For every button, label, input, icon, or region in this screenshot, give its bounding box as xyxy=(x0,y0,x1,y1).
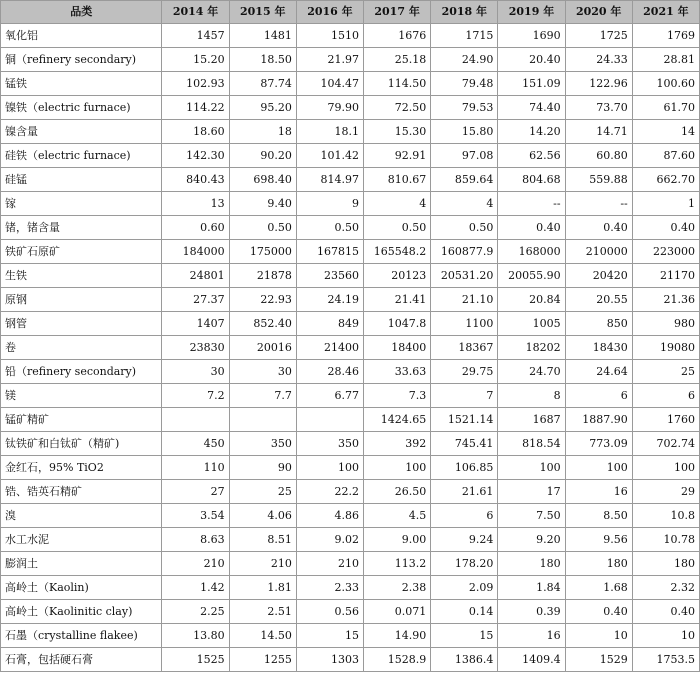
value-cell: 0.40 xyxy=(498,216,565,240)
value-cell: 350 xyxy=(229,432,296,456)
value-cell: 4 xyxy=(431,192,498,216)
value-cell: 6 xyxy=(632,384,699,408)
value-cell: 175000 xyxy=(229,240,296,264)
table-row xyxy=(1,648,700,672)
value-cell: 100 xyxy=(498,456,565,480)
value-cell: 14.90 xyxy=(364,624,431,648)
value-cell: 74.40 xyxy=(498,96,565,120)
value-cell: 702.74 xyxy=(632,432,699,456)
value-cell: 859.64 xyxy=(431,168,498,192)
category-cell: 锆、锆英石精矿 xyxy=(1,480,162,504)
header-row xyxy=(1,1,700,24)
value-cell: 1409.4 xyxy=(498,648,565,672)
category-cell: 高岭土（Kaolin) xyxy=(1,576,162,600)
value-cell: 10 xyxy=(565,624,632,648)
value-cell: 3.54 xyxy=(162,504,229,528)
column-header-year: 2015 年 xyxy=(229,1,296,24)
value-cell: 1303 xyxy=(296,648,363,672)
column-header-category: 品类 xyxy=(1,1,162,24)
value-cell: 60.80 xyxy=(565,144,632,168)
table-row xyxy=(1,264,700,288)
value-cell: 7.3 xyxy=(364,384,431,408)
value-cell: 104.47 xyxy=(296,72,363,96)
table-row xyxy=(1,120,700,144)
value-cell: 9.20 xyxy=(498,528,565,552)
value-cell: 90 xyxy=(229,456,296,480)
column-header-year: 2017 年 xyxy=(364,1,431,24)
value-cell: 0.071 xyxy=(364,600,431,624)
value-cell: 210 xyxy=(162,552,229,576)
value-cell: 9.40 xyxy=(229,192,296,216)
value-cell: 122.96 xyxy=(565,72,632,96)
value-cell: 19080 xyxy=(632,336,699,360)
column-header-year: 2018 年 xyxy=(431,1,498,24)
value-cell: 18.50 xyxy=(229,48,296,72)
value-cell: 4.06 xyxy=(229,504,296,528)
value-cell: 210 xyxy=(229,552,296,576)
value-cell: 16 xyxy=(565,480,632,504)
value-cell: 8.63 xyxy=(162,528,229,552)
value-cell: 30 xyxy=(229,360,296,384)
value-cell: 114.50 xyxy=(364,72,431,96)
value-cell: 92.91 xyxy=(364,144,431,168)
value-cell: 1424.65 xyxy=(364,408,431,432)
value-cell: 1481 xyxy=(229,24,296,48)
value-cell: 97.08 xyxy=(431,144,498,168)
value-cell: 210000 xyxy=(565,240,632,264)
value-cell: 100 xyxy=(364,456,431,480)
value-cell: 110 xyxy=(162,456,229,480)
value-cell: 24.90 xyxy=(431,48,498,72)
value-cell: 7 xyxy=(431,384,498,408)
value-cell: 1 xyxy=(632,192,699,216)
value-cell: 18.60 xyxy=(162,120,229,144)
value-cell: 10.78 xyxy=(632,528,699,552)
value-cell: 14.50 xyxy=(229,624,296,648)
value-cell: 9.24 xyxy=(431,528,498,552)
value-cell: 27 xyxy=(162,480,229,504)
value-cell: 24.70 xyxy=(498,360,565,384)
value-cell: 1457 xyxy=(162,24,229,48)
table-row xyxy=(1,216,700,240)
value-cell: 1529 xyxy=(565,648,632,672)
value-cell: 178.20 xyxy=(431,552,498,576)
category-cell: 溴 xyxy=(1,504,162,528)
value-cell xyxy=(162,408,229,432)
table-row xyxy=(1,360,700,384)
value-cell: 1.81 xyxy=(229,576,296,600)
value-cell: 25 xyxy=(229,480,296,504)
value-cell: 21170 xyxy=(632,264,699,288)
value-cell: 18430 xyxy=(565,336,632,360)
value-cell: 20.55 xyxy=(565,288,632,312)
value-cell: 87.60 xyxy=(632,144,699,168)
value-cell: 6.77 xyxy=(296,384,363,408)
value-cell: 28.46 xyxy=(296,360,363,384)
value-cell: 4.86 xyxy=(296,504,363,528)
value-cell: 13 xyxy=(162,192,229,216)
table-row xyxy=(1,432,700,456)
value-cell: 1525 xyxy=(162,648,229,672)
value-cell: 100 xyxy=(565,456,632,480)
category-cell: 硅锰 xyxy=(1,168,162,192)
value-cell: 350 xyxy=(296,432,363,456)
value-cell: 0.40 xyxy=(565,600,632,624)
value-cell: 2.09 xyxy=(431,576,498,600)
value-cell: 14.71 xyxy=(565,120,632,144)
value-cell: 1769 xyxy=(632,24,699,48)
value-cell: 1528.9 xyxy=(364,648,431,672)
value-cell: -- xyxy=(498,192,565,216)
value-cell: 79.48 xyxy=(431,72,498,96)
value-cell: 23830 xyxy=(162,336,229,360)
value-cell: 223000 xyxy=(632,240,699,264)
value-cell: 852.40 xyxy=(229,312,296,336)
value-cell: 0.40 xyxy=(565,216,632,240)
value-cell: 1521.14 xyxy=(431,408,498,432)
value-cell: 16 xyxy=(498,624,565,648)
value-cell: 850 xyxy=(565,312,632,336)
column-header-year: 2019 年 xyxy=(498,1,565,24)
table-row xyxy=(1,24,700,48)
value-cell: 1005 xyxy=(498,312,565,336)
column-header-year: 2021 年 xyxy=(632,1,699,24)
value-cell: 100.60 xyxy=(632,72,699,96)
value-cell: 10.8 xyxy=(632,504,699,528)
value-cell xyxy=(229,408,296,432)
value-cell: 18.1 xyxy=(296,120,363,144)
value-cell: 9.00 xyxy=(364,528,431,552)
value-cell: 1100 xyxy=(431,312,498,336)
value-cell: 1715 xyxy=(431,24,498,48)
table-row xyxy=(1,144,700,168)
category-cell: 高岭土（Kaolinitic clay) xyxy=(1,600,162,624)
value-cell: 180 xyxy=(498,552,565,576)
value-cell: 810.67 xyxy=(364,168,431,192)
category-cell: 铁矿石原矿 xyxy=(1,240,162,264)
value-cell: 0.56 xyxy=(296,600,363,624)
category-cell: 镍含量 xyxy=(1,120,162,144)
value-cell: 1.84 xyxy=(498,576,565,600)
value-cell: 745.41 xyxy=(431,432,498,456)
value-cell: 0.50 xyxy=(229,216,296,240)
category-cell: 生铁 xyxy=(1,264,162,288)
value-cell: 90.20 xyxy=(229,144,296,168)
value-cell: 8.50 xyxy=(565,504,632,528)
table-row xyxy=(1,456,700,480)
value-cell: 20420 xyxy=(565,264,632,288)
category-cell: 镍铁（electric furnace) xyxy=(1,96,162,120)
value-cell: 22.93 xyxy=(229,288,296,312)
value-cell: 73.70 xyxy=(565,96,632,120)
value-cell: 165548.2 xyxy=(364,240,431,264)
value-cell: 0.39 xyxy=(498,600,565,624)
category-cell: 铜（refinery secondary) xyxy=(1,48,162,72)
value-cell: 1.68 xyxy=(565,576,632,600)
category-cell: 氧化铝 xyxy=(1,24,162,48)
value-cell: 95.20 xyxy=(229,96,296,120)
value-cell: 9.56 xyxy=(565,528,632,552)
value-cell: 160877.9 xyxy=(431,240,498,264)
value-cell: 142.30 xyxy=(162,144,229,168)
table-row xyxy=(1,408,700,432)
value-cell: 1255 xyxy=(229,648,296,672)
value-cell: 20.40 xyxy=(498,48,565,72)
value-cell: 180 xyxy=(565,552,632,576)
table-row xyxy=(1,96,700,120)
value-cell: 0.50 xyxy=(296,216,363,240)
value-cell: 4.5 xyxy=(364,504,431,528)
value-cell: 87.74 xyxy=(229,72,296,96)
table-row xyxy=(1,480,700,504)
table-row xyxy=(1,168,700,192)
value-cell: 9 xyxy=(296,192,363,216)
value-cell: 2.25 xyxy=(162,600,229,624)
table-row xyxy=(1,504,700,528)
table-row xyxy=(1,528,700,552)
value-cell: 849 xyxy=(296,312,363,336)
value-cell: 6 xyxy=(565,384,632,408)
value-cell: 1887.90 xyxy=(565,408,632,432)
value-cell: 698.40 xyxy=(229,168,296,192)
value-cell: 450 xyxy=(162,432,229,456)
value-cell: 25 xyxy=(632,360,699,384)
value-cell: 184000 xyxy=(162,240,229,264)
value-cell: 20055.90 xyxy=(498,264,565,288)
value-cell: 100 xyxy=(296,456,363,480)
value-cell: 21.10 xyxy=(431,288,498,312)
value-cell: 21.97 xyxy=(296,48,363,72)
value-cell: 840.43 xyxy=(162,168,229,192)
value-cell: 101.42 xyxy=(296,144,363,168)
value-cell: 14 xyxy=(632,120,699,144)
category-cell: 水工水泥 xyxy=(1,528,162,552)
value-cell: 151.09 xyxy=(498,72,565,96)
value-cell: 29 xyxy=(632,480,699,504)
value-cell: 106.85 xyxy=(431,456,498,480)
value-cell: 814.97 xyxy=(296,168,363,192)
value-cell: 17 xyxy=(498,480,565,504)
column-header-year: 2020 年 xyxy=(565,1,632,24)
value-cell: 61.70 xyxy=(632,96,699,120)
value-cell: 1687 xyxy=(498,408,565,432)
category-cell: 镓 xyxy=(1,192,162,216)
value-cell: 18202 xyxy=(498,336,565,360)
value-cell: 662.70 xyxy=(632,168,699,192)
value-cell: 24.64 xyxy=(565,360,632,384)
value-cell: 24.33 xyxy=(565,48,632,72)
category-cell: 硅铁（electric furnace) xyxy=(1,144,162,168)
value-cell: 18400 xyxy=(364,336,431,360)
value-cell: 79.90 xyxy=(296,96,363,120)
table-row xyxy=(1,312,700,336)
value-cell: 167815 xyxy=(296,240,363,264)
value-cell: -- xyxy=(565,192,632,216)
value-cell: 62.56 xyxy=(498,144,565,168)
value-cell: 1407 xyxy=(162,312,229,336)
value-cell: 9.02 xyxy=(296,528,363,552)
value-cell: 21.61 xyxy=(431,480,498,504)
category-cell: 原钢 xyxy=(1,288,162,312)
value-cell: 8.51 xyxy=(229,528,296,552)
value-cell: 0.40 xyxy=(632,600,699,624)
value-cell: 1760 xyxy=(632,408,699,432)
value-cell: 2.51 xyxy=(229,600,296,624)
value-cell: 6 xyxy=(431,504,498,528)
value-cell: 102.93 xyxy=(162,72,229,96)
value-cell: 21878 xyxy=(229,264,296,288)
table-row xyxy=(1,384,700,408)
value-cell: 2.32 xyxy=(632,576,699,600)
category-cell: 镁 xyxy=(1,384,162,408)
value-cell: 210 xyxy=(296,552,363,576)
value-cell: 773.09 xyxy=(565,432,632,456)
value-cell: 8 xyxy=(498,384,565,408)
category-cell: 膨润土 xyxy=(1,552,162,576)
value-cell: 804.68 xyxy=(498,168,565,192)
table-row xyxy=(1,192,700,216)
value-cell: 20016 xyxy=(229,336,296,360)
column-header-year: 2016 年 xyxy=(296,1,363,24)
table-body xyxy=(1,24,700,672)
value-cell: 1690 xyxy=(498,24,565,48)
value-cell: 24.19 xyxy=(296,288,363,312)
category-cell: 锰矿精矿 xyxy=(1,408,162,432)
value-cell: 21.41 xyxy=(364,288,431,312)
value-cell: 28.81 xyxy=(632,48,699,72)
value-cell: 2.33 xyxy=(296,576,363,600)
category-cell: 卷 xyxy=(1,336,162,360)
value-cell: 33.63 xyxy=(364,360,431,384)
value-cell: 1510 xyxy=(296,24,363,48)
value-cell: 1.42 xyxy=(162,576,229,600)
value-cell: 2.38 xyxy=(364,576,431,600)
category-cell: 金红石，95% TiO2 xyxy=(1,456,162,480)
value-cell: 29.75 xyxy=(431,360,498,384)
category-cell: 锗，锗含量 xyxy=(1,216,162,240)
value-cell: 22.2 xyxy=(296,480,363,504)
value-cell: 100 xyxy=(632,456,699,480)
value-cell: 392 xyxy=(364,432,431,456)
table-row xyxy=(1,600,700,624)
table-row xyxy=(1,552,700,576)
value-cell: 25.18 xyxy=(364,48,431,72)
value-cell: 4 xyxy=(364,192,431,216)
category-cell: 钢管 xyxy=(1,312,162,336)
value-cell: 15 xyxy=(296,624,363,648)
table-row xyxy=(1,240,700,264)
value-cell: 1386.4 xyxy=(431,648,498,672)
value-cell: 27.37 xyxy=(162,288,229,312)
value-cell: 15 xyxy=(431,624,498,648)
table-row xyxy=(1,336,700,360)
value-cell: 7.7 xyxy=(229,384,296,408)
value-cell: 23560 xyxy=(296,264,363,288)
value-cell: 1753.5 xyxy=(632,648,699,672)
value-cell: 114.22 xyxy=(162,96,229,120)
value-cell xyxy=(296,408,363,432)
value-cell: 20.84 xyxy=(498,288,565,312)
value-cell: 72.50 xyxy=(364,96,431,120)
column-header-year: 2014 年 xyxy=(162,1,229,24)
value-cell: 18367 xyxy=(431,336,498,360)
value-cell: 10 xyxy=(632,624,699,648)
table-row xyxy=(1,624,700,648)
value-cell: 980 xyxy=(632,312,699,336)
table-row xyxy=(1,48,700,72)
category-cell: 石膏，包括硬石膏 xyxy=(1,648,162,672)
value-cell: 7.2 xyxy=(162,384,229,408)
value-cell: 21400 xyxy=(296,336,363,360)
value-cell: 20123 xyxy=(364,264,431,288)
value-cell: 15.80 xyxy=(431,120,498,144)
value-cell: 1676 xyxy=(364,24,431,48)
value-cell: 14.20 xyxy=(498,120,565,144)
category-cell: 石墨（crystalline flakee) xyxy=(1,624,162,648)
table-row xyxy=(1,576,700,600)
value-cell: 21.36 xyxy=(632,288,699,312)
value-cell: 15.30 xyxy=(364,120,431,144)
table-row xyxy=(1,72,700,96)
category-cell: 锰铁 xyxy=(1,72,162,96)
table-row xyxy=(1,288,700,312)
value-cell: 0.50 xyxy=(431,216,498,240)
value-cell: 0.40 xyxy=(632,216,699,240)
value-cell: 180 xyxy=(632,552,699,576)
value-cell: 13.80 xyxy=(162,624,229,648)
value-cell: 168000 xyxy=(498,240,565,264)
category-cell: 钛铁矿和白钛矿（精矿) xyxy=(1,432,162,456)
value-cell: 26.50 xyxy=(364,480,431,504)
value-cell: 24801 xyxy=(162,264,229,288)
value-cell: 1725 xyxy=(565,24,632,48)
value-cell: 0.14 xyxy=(431,600,498,624)
value-cell: 7.50 xyxy=(498,504,565,528)
value-cell: 18 xyxy=(229,120,296,144)
value-cell: 0.60 xyxy=(162,216,229,240)
category-cell: 铅（refinery secondary) xyxy=(1,360,162,384)
value-cell: 0.50 xyxy=(364,216,431,240)
value-cell: 20531.20 xyxy=(431,264,498,288)
value-cell: 113.2 xyxy=(364,552,431,576)
value-cell: 1047.8 xyxy=(364,312,431,336)
value-cell: 79.53 xyxy=(431,96,498,120)
value-cell: 30 xyxy=(162,360,229,384)
value-cell: 818.54 xyxy=(498,432,565,456)
value-cell: 559.88 xyxy=(565,168,632,192)
value-cell: 15.20 xyxy=(162,48,229,72)
